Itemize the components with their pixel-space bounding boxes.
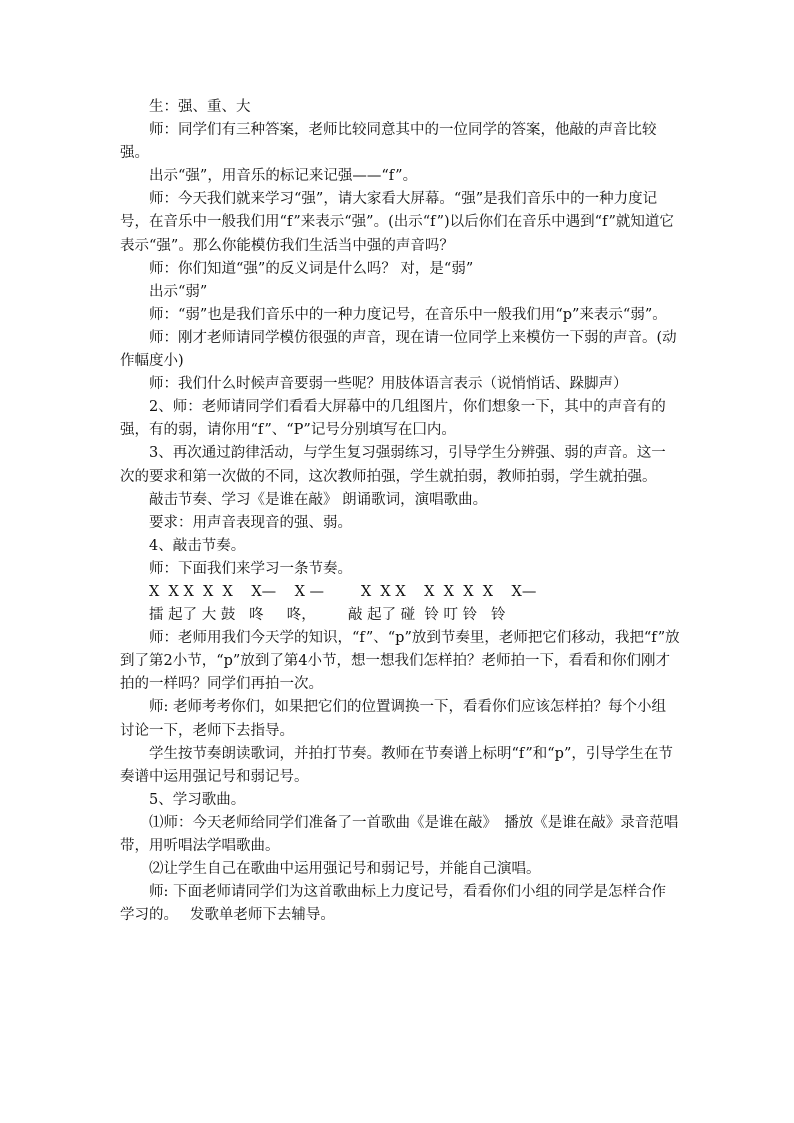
paragraph: 学生按节奏朗读歌词，并拍打节奏。教师在节奏谱上标明“f”和“p”，引导学生在节奏谱中运用强记号和弱记号。 xyxy=(120,745,673,785)
paragraph: 师：老师用我们今天学的知识，“f”、“p”放到节奏里，老师把它们移动，我把“f”放到了第2小节，“p”放到了第4小节，想一想我们怎样拍？老师拍一下，看看和你们刚才拍的一样吗？同学们再拍一次。 xyxy=(120,630,680,693)
paragraph: 师：你们知道“强”的反义词是什么吗？ 对，是“弱” xyxy=(149,260,474,277)
paragraph: 要求：用声音表现音的强、弱。 xyxy=(149,514,352,531)
paragraph: 2、师：老师请同学们看看大屏幕中的几组图片，你们想象一下，其中的声音有的强，有的弱，请你用“f”、“P”记号分别填写在囗内。 xyxy=(120,399,666,439)
paragraph: 5、学习歌曲。 xyxy=(149,791,246,808)
paragraph: ⑴师：今天老师给同学们准备了一首歌曲《是谁在敲》 播放《是谁在敲》录音范唱带，用听唱法学唱歌曲。 xyxy=(120,814,679,854)
paragraph: 3、再次通过韵律活动，与学生复习强弱练习，引导学生分辨强、弱的声音。这一次的要求和第一次做的不同，这次教师拍强，学生就拍弱，教师拍弱，学生就拍强。 xyxy=(120,445,666,485)
paragraph: 师：下面我们来学习一条节奏。 xyxy=(149,560,352,577)
paragraph: 4、敲击节奏。 xyxy=(149,537,246,554)
paragraph: 出示“弱” xyxy=(149,283,208,300)
paragraph: 出示“强”，用音乐的标记来记强——“f”。 xyxy=(149,168,418,185)
paragraph: 师: 下面老师请同学们为这首歌曲标上力度记号，看看你们小组的同学是怎样合作学习的。 发歌单老师下去辅导。 xyxy=(120,884,666,924)
paragraph: 敲击节奏、学习《是谁在敲》 朗诵歌词，演唱歌曲。 xyxy=(149,491,488,508)
paragraph: ⑵让学生自己在歌曲中运用强记号和弱记号，并能自己演唱。 xyxy=(149,861,541,878)
paragraph: 师：“弱”也是我们音乐中的一种力度记号，在音乐中一般我们用“p”来表示“弱”。 xyxy=(149,306,667,323)
paragraph: 师：刚才老师请同学模仿很强的声音，现在请一位同学上来模仿一下弱的声音。(动作幅度小) xyxy=(120,329,677,370)
paragraph: 生：强、重、大 xyxy=(149,99,251,115)
paragraph: 师: 老师考考你们，如果把它们的位置调换一下，看看你们应该怎样拍？每个小组讨论一下，老师下去指导。 xyxy=(120,699,666,739)
paragraph: 师：我们什么时候声音要弱一些呢？用肢体语言表示（说悄悄话、跺脚声） xyxy=(149,376,628,393)
paragraph: 师：同学们有三种答案，老师比较同意其中的一位同学的答案，他敲的声音比较强。 xyxy=(120,122,657,162)
paragraph: 师：今天我们就来学习“强”，请大家看大屏幕。“强”是我们音乐中的一种力度记号，在音乐中一般我们用“f”来表示“强”。(出示“f”)以后你们在音乐中遇到“f”就知道它表示“强”。那么你能模仿我们生活当中强的声音吗？ xyxy=(120,191,674,254)
rhythm-lyrics: 擂 起了 大 鼓 咚 咚， 敲 起了 碰 铃 叮 铃 铃 xyxy=(149,607,506,624)
document-body xyxy=(120,96,680,927)
rhythm-notes: X X X X X X— X — X X X X X X X X— xyxy=(149,583,537,600)
